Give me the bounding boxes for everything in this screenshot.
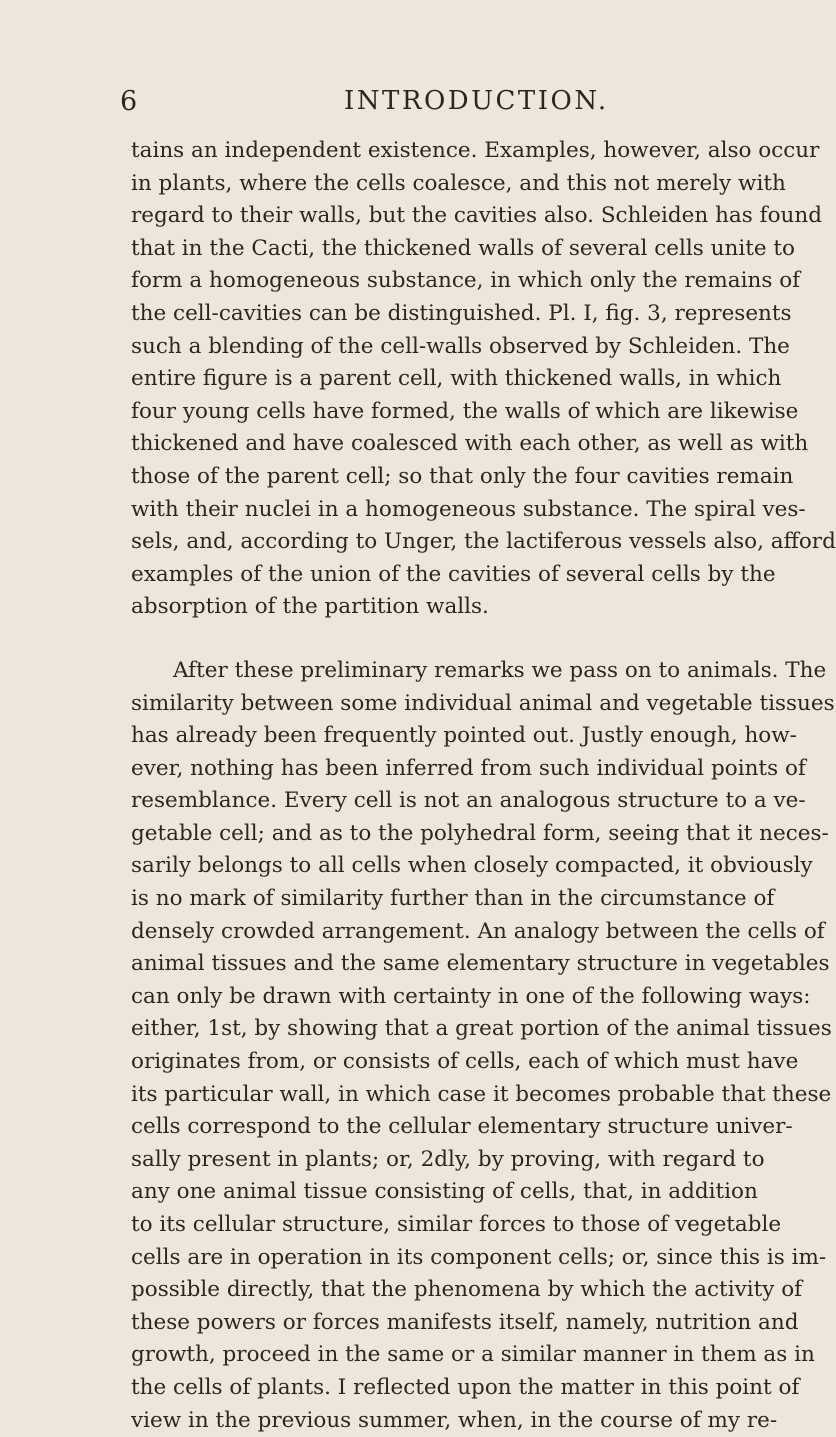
text-line: entire figure is a parent cell, with thickened walls, in which [131,366,782,392]
paragraph-1 [131,135,836,624]
text-line: four young cells have formed, the walls of which are likewise [131,398,799,424]
text-line: view in the previous summer, when, in the course of my re- [131,1407,778,1433]
page-number: 6 [120,86,138,117]
text-line: thickened and have coalesced with each other, as well as with [131,431,809,457]
page-header [120,86,720,126]
text-line: densely crowded arrangement. An analogy between the cells of [131,918,825,944]
text-line: is no mark of similarity further than in the circumstance of [131,886,775,912]
text-line: has already been frequently pointed out. Justly enough, how- [131,723,797,749]
text-line: ever, nothing has been inferred from such individual points of [131,755,806,781]
text-line: form a homogeneous substance, in which only the remains of [131,268,801,294]
text-line: similarity between some individual animal and vegetable tissues [131,690,835,716]
text-line: possible directly, that the phenomena by which the activity of [131,1277,803,1303]
text-line: in plants, where the cells coalesce, and this not merely with [131,170,786,196]
text-line: originates from, or consists of cells, each of which must have [131,1049,799,1075]
text-line: these powers or forces manifests itself, namely, nutrition and [131,1309,799,1335]
text-line: animal tissues and the same elementary structure in vegetables [131,951,830,977]
text-line: that in the Cacti, the thickened walls of several cells unite to [131,235,795,261]
text-line: the cells of plants. I reflected upon the matter in this point of [131,1374,800,1400]
text-line: any one animal tissue consisting of cells, that, in addition [131,1179,758,1205]
text-line: tains an independent existence. Examples, however, also occur [131,138,820,163]
body-text [131,135,836,1437]
text-line: those of the parent cell; so that only the four cavities remain [131,463,794,489]
text-line: sels, and, according to Unger, the lactiferous vessels also, afford [131,529,836,555]
text-line: regard to their walls, but the cavities also. Schleiden has found [131,203,822,229]
text-line: resemblance. Every cell is not an analogous structure to a ve- [131,788,806,814]
text-line: either, 1st, by showing that a great portion of the animal tissues [131,1016,832,1042]
text-line: cells are in operation in its component cells; or, since this is im- [131,1244,827,1270]
text-line: absorption of the partition walls. [131,594,489,620]
text-line: with their nuclei in a homogeneous substance. The spiral ves- [131,496,806,522]
running-head: INTRODUCTION. [344,86,609,116]
text-line: its particular wall, in which case it becomes probable that these [131,1081,832,1107]
text-line: growth, proceed in the same or a similar manner in them as in [131,1342,815,1368]
text-line: the cell-cavities can be distinguished. Pl. I, fig. 3, represents [131,300,792,326]
text-line: cells correspond to the cellular elementary structure univer- [131,1114,793,1140]
text-line: examples of the union of the cavities of several cells by the [131,561,776,587]
text-line: can only be drawn with certainty in one of the following ways: [131,983,811,1009]
text-line: sally present in plants; or, 2dly, by proving, with regard to [131,1146,765,1172]
text-line: to its cellular structure, similar forces to those of vegetable [131,1212,782,1237]
text-line: getable cell; and as to the polyhedral form, seeing that it neces- [131,820,829,846]
text-line: After these preliminary remarks we pass on to animals. The [173,657,827,683]
text-line: sarily belongs to all cells when closely compacted, it obviously [131,853,813,879]
paragraph-2 [131,655,835,1437]
text-line: such a blending of the cell-walls observed by Schleiden. The [131,333,790,359]
